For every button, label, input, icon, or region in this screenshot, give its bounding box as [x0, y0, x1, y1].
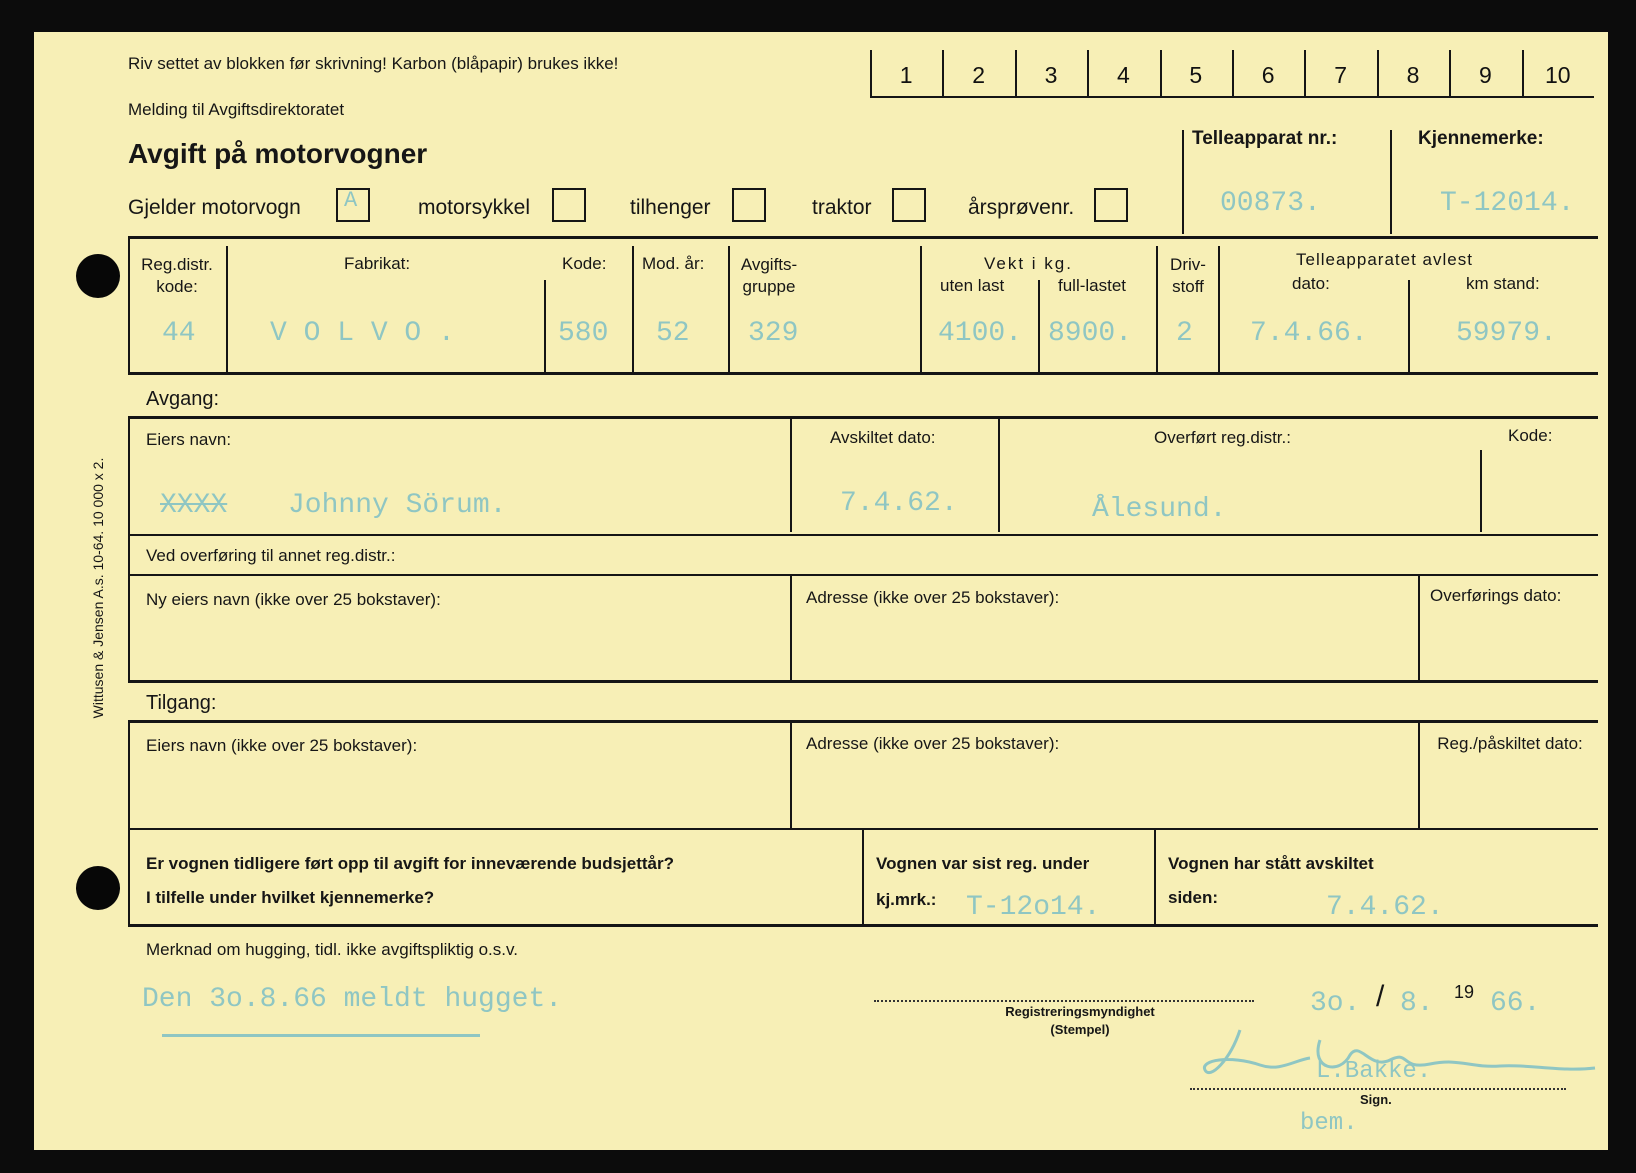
strip-number: 9 [1478, 62, 1492, 88]
strip-divider [1449, 50, 1451, 98]
col-divider [226, 246, 228, 372]
deplated-date-value: 7.4.62. [840, 488, 958, 519]
option-motorsykkel: motorsykkel [418, 196, 531, 219]
new-owner-label: Ny eiers navn (ikke over 25 bokstaver): [146, 590, 441, 609]
strip-number: 2 [972, 62, 985, 88]
fuel-value: 2 [1176, 318, 1193, 349]
row-rule [128, 534, 1598, 536]
deplated-since-label: Vognen har stått avskiltet [1168, 854, 1374, 873]
fuel-label: Driv- stoff [1170, 255, 1206, 296]
kjmrk-value: T-12o14. [966, 892, 1101, 923]
table-top-rule [128, 236, 1598, 239]
date-slash: / [1376, 980, 1385, 1013]
col-divider [790, 574, 792, 680]
since-label: siden: [1168, 888, 1219, 907]
bem-note: bem. [1300, 1110, 1358, 1137]
col-divider [998, 416, 1000, 532]
full-weight-label: full-lastet [1058, 276, 1127, 295]
empty-weight-label: uten last [940, 276, 1005, 295]
weight-label: Vekt i kg. [984, 254, 1073, 273]
strip-number: 7 [1334, 62, 1347, 88]
strip-divider [1160, 50, 1162, 98]
printer-imprint: Wittusen & Jensen A.s. 10-64. 10 000 x 2. [90, 457, 106, 719]
reg-district-value: 44 [162, 318, 196, 349]
option-arsprovenr: årsprøvenr. [968, 196, 1075, 219]
strip-divider [1304, 50, 1306, 98]
form-title: Avgift på motorvogner [128, 138, 428, 169]
meter-date-label: dato: [1292, 274, 1330, 293]
last-reg-label: Vognen var sist reg. under [876, 854, 1090, 873]
km-value: 59979. [1456, 318, 1557, 349]
kjmrk-label: kj.mrk.: [876, 890, 937, 909]
owner-value: Johnny Sörum. [288, 490, 507, 521]
meter-label: Telleapparat nr.: [1192, 128, 1338, 149]
checkbox-arsprovenr[interactable] [1094, 188, 1128, 222]
section-rule [128, 924, 1598, 927]
tax-group-label: Avgifts- gruppe [740, 255, 798, 296]
col-divider [632, 246, 634, 372]
checkbox-motorsykkel[interactable] [552, 188, 586, 222]
row-rule [128, 574, 1598, 576]
strip-divider [942, 50, 944, 98]
deplated-date-label: Avskiltet dato: [830, 428, 936, 447]
col-divider [1156, 246, 1158, 372]
checkbox-mark: A [344, 188, 358, 213]
col-divider [790, 720, 792, 828]
strip-number: 1 [899, 62, 913, 88]
remark-value: Den 3o.8.66 meldt hugget. [142, 984, 563, 1015]
date-century: 19 [1454, 982, 1475, 1002]
col-divider [1038, 280, 1040, 372]
tilgang-label: Tilgang: [146, 692, 217, 714]
col-divider [1154, 828, 1156, 926]
new-address-label: Adresse (ikke over 25 bokstaver): [806, 588, 1060, 607]
strip-divider [1087, 50, 1089, 98]
checkbox-tilhenger[interactable] [732, 188, 766, 222]
tax-group-value: 329 [748, 318, 799, 349]
make-label: Fabrikat: [344, 254, 411, 273]
punch-hole-bottom [76, 866, 120, 910]
code-label-avgang: Kode: [1508, 426, 1553, 445]
transfer-date-label: Overførings dato: [1430, 586, 1562, 605]
col-divider [862, 828, 864, 926]
strip-number: 6 [1261, 62, 1275, 88]
sender-text: Melding til Avgiftsdirektoratet [128, 100, 345, 119]
make-value: V O L V O . [270, 318, 455, 349]
checkbox-traktor[interactable] [892, 188, 926, 222]
number-strip [870, 50, 1594, 98]
empty-weight-value: 4100. [938, 318, 1023, 349]
code-label: Kode: [562, 254, 607, 273]
full-weight-value: 8900. [1048, 318, 1133, 349]
col-divider [544, 280, 546, 372]
previous-question-2: I tilfelle under hvilket kjennemerke? [146, 888, 435, 907]
remark-label: Merknad om hugging, tidl. ikke avgiftspliktig o.s.v. [146, 940, 518, 959]
strip-divider [870, 50, 872, 98]
applies-to-label: Gjelder motorvogn [128, 196, 301, 219]
code-value: 580 [558, 318, 609, 349]
col-divider [1418, 720, 1420, 828]
meter-date-value: 7.4.66. [1250, 318, 1368, 349]
section-rule [128, 720, 1598, 723]
checkbox-motorvogn[interactable] [336, 188, 370, 222]
col-divider [1218, 246, 1220, 372]
owner-label: Eiers navn: [146, 430, 232, 449]
section-rule [128, 680, 1598, 683]
previous-question-1: Er vognen tidligere ført opp til avgift for inneværende budsjettår? [146, 854, 674, 873]
option-tilhenger: tilhenger [630, 196, 711, 219]
date-year: 66. [1490, 988, 1541, 1019]
date-month: 8. [1400, 988, 1434, 1019]
date-day: 3o. [1310, 988, 1361, 1019]
plate-value: T-12014. [1440, 188, 1575, 219]
remark-underline [162, 1034, 480, 1037]
sign-label: Sign. [1360, 1092, 1392, 1107]
plate-label: Kjennemerke: [1418, 128, 1544, 149]
section-rule [128, 416, 1598, 419]
since-value: 7.4.62. [1326, 892, 1444, 923]
strip-number: 4 [1116, 62, 1130, 88]
km-label: km stand: [1466, 274, 1540, 293]
divider [1390, 130, 1392, 234]
strip-divider [1232, 50, 1234, 98]
signer-name: L.Bakke. [1316, 1058, 1432, 1085]
authority-line [874, 1000, 1254, 1002]
strip-number: 8 [1406, 62, 1420, 88]
strip-divider [1522, 50, 1524, 98]
model-year-value: 52 [656, 318, 690, 349]
divider [1182, 130, 1184, 234]
option-traktor: traktor [812, 196, 872, 219]
col-divider [1408, 280, 1410, 372]
authority-label: Registreringsmyndighet [1005, 1004, 1155, 1019]
strip-number: 3 [1044, 62, 1058, 88]
transfer-district-value: Ålesund. [1092, 494, 1227, 525]
strip-divider [1377, 50, 1379, 98]
model-year-label: Mod. år: [642, 254, 705, 273]
tilgang-address-label: Adresse (ikke over 25 bokstaver): [806, 734, 1060, 753]
tilgang-owner-label: Eiers navn (ikke over 25 bokstaver): [146, 736, 418, 755]
reg-district-label: Reg.distr. kode: [141, 255, 213, 296]
col-divider [920, 246, 922, 372]
table-bottom-rule [128, 372, 1598, 375]
col-divider [128, 720, 130, 926]
avgang-label: Avgang: [146, 388, 220, 410]
stamp-label: (Stempel) [1050, 1022, 1110, 1037]
owner-struck: XXXX [160, 490, 228, 521]
meter-read-label: Telleapparatet avlest [1296, 250, 1473, 269]
col-divider [790, 416, 792, 532]
punch-hole-top [76, 254, 120, 298]
reg-plated-date-label: Reg./påskiltet dato: [1437, 734, 1583, 753]
strip-number: 5 [1189, 62, 1203, 88]
instruction-text: Riv settet av blokken før skrivning! Karbon (blåpapir) brukes ikke! [128, 54, 619, 73]
strip-divider [1015, 50, 1017, 98]
signature-line [1190, 1088, 1566, 1090]
col-divider [728, 246, 730, 372]
col-divider [1418, 574, 1420, 680]
transfer-note: Ved overføring til annet reg.distr.: [146, 546, 396, 565]
meter-value: 00873. [1220, 188, 1321, 219]
transfer-district-label: Overført reg.distr.: [1154, 428, 1291, 447]
strip-number: 10 [1544, 62, 1571, 88]
col-divider [1480, 450, 1482, 532]
col-divider [128, 416, 130, 680]
